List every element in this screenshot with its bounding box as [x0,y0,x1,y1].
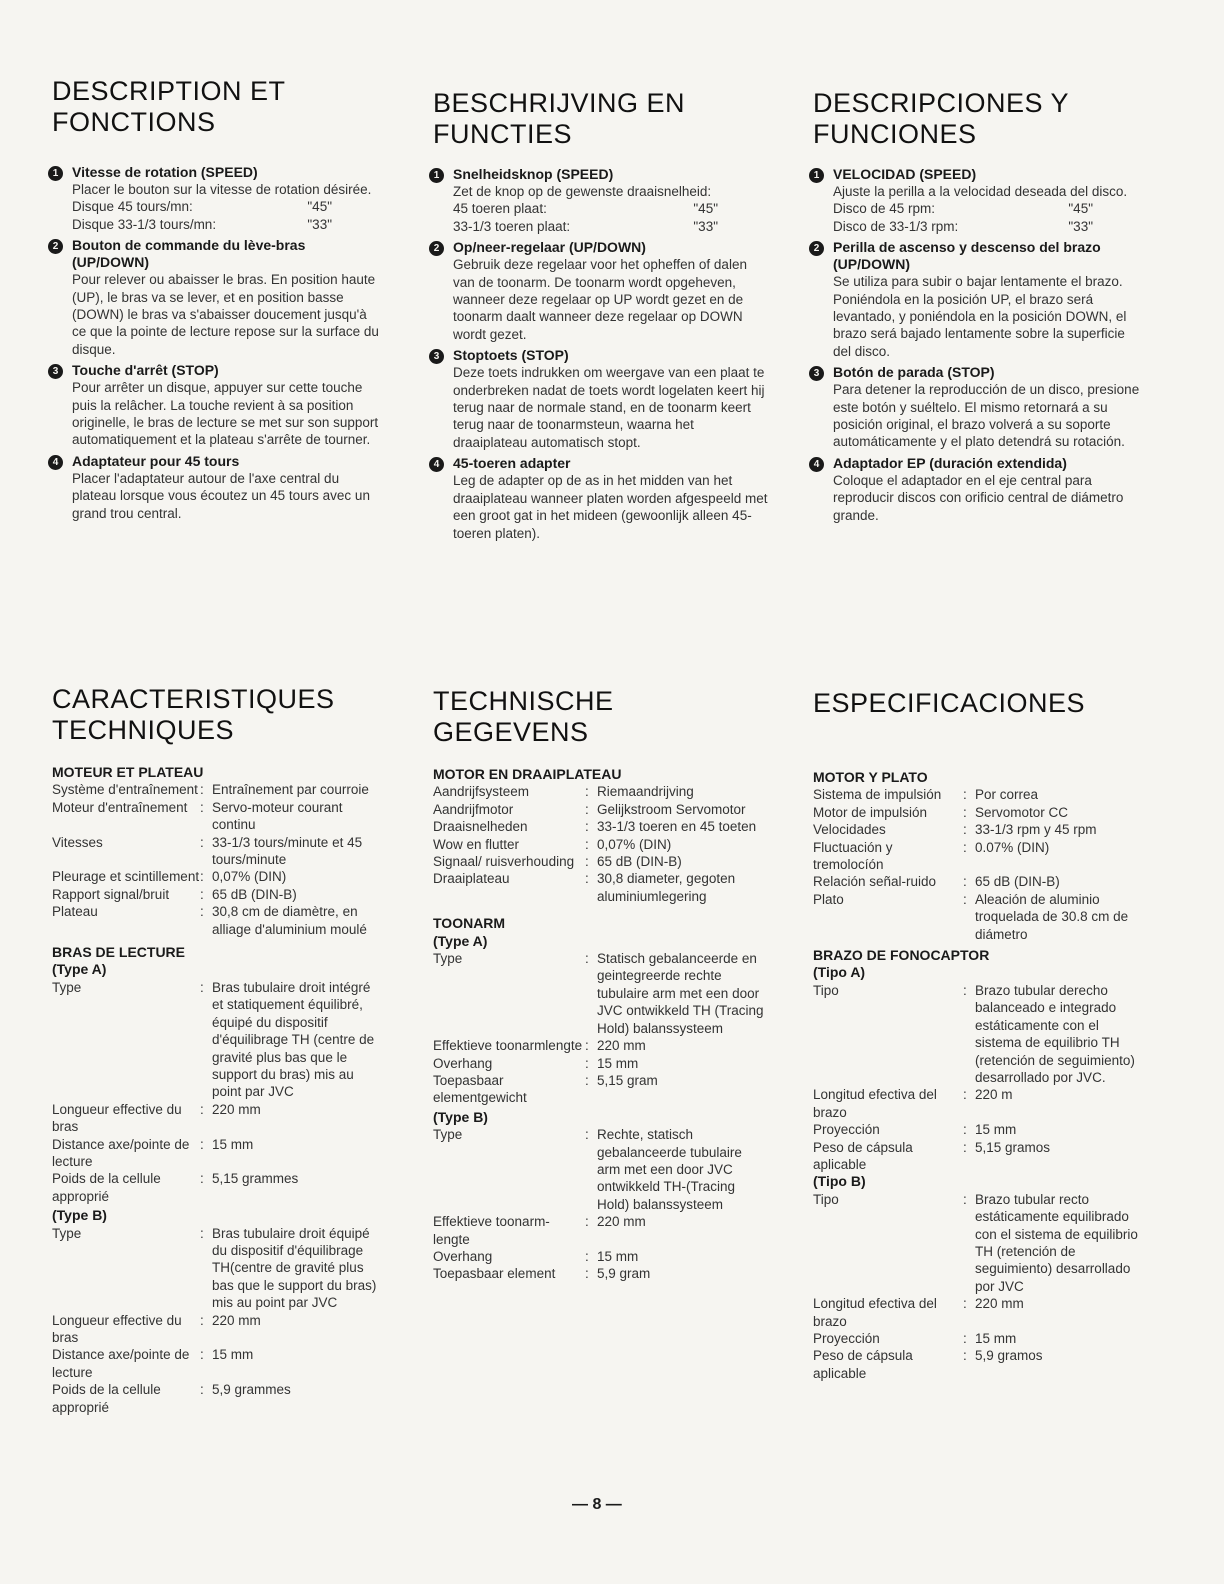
function-item: 4 Adaptador EP (duración extendida) Coloque el adaptador en el eje central para reproducir discos con orificio central de diámetro grande. [813,455,1143,524]
spec-row: Type : Rechte, statisch gebalanceerde tubulaire arm met een door JVC ontwikkeld TH-(Tracing Hold) balanssysteem [433,1127,742,1212]
function-item: 1 Vitesse de rotation (SPEED) Placer le bouton sur la vitesse de rotation désirée. Disque 45 tours/mn: "45" Disque 33-1/3 tours/mn: "33" [52,164,382,233]
number-4-icon: 4 [48,455,63,470]
function-item: 1 VELOCIDAD (SPEED) Ajuste la perilla a la velocidad deseada del disco. Disco de 45 rpm: "45" Disco de 33-1/3 rpm: "33" [813,166,1143,235]
spanish-description-section [813,88,1143,524]
spec-heading: (Tipo A) [813,964,866,981]
spec-heading: (Type A) [433,932,488,949]
spec-row: Rapport signal/bruit : 65 dB (DIN-B) [52,886,297,902]
spec-heading: (Type B) [433,1108,488,1125]
spec-row: Type : Bras tubulaire droit intégré et statiquement équilibré, équipé du dispositif d'équilibrage TH (centre de gravité plus bas que le support du bras) mis au point par JVC [52,979,375,1100]
spec-heading: (Type B) [52,1207,107,1224]
spec-row: Proyección : 15 mm [813,1122,1017,1138]
section-title: TECHNISCHE GEGEVENS [433,686,614,747]
number-3-icon: 3 [429,349,444,364]
spec-heading: BRAS DE LECTURE [52,944,186,961]
speed-setting-row: Disque 45 tours/mn: "45" [72,199,332,215]
function-item: 4 Adaptateur pour 45 tours Placer l'adaptateur autour de l'axe central du plateau lorsque vous écoutez un 45 tours avec un grand trou central. [52,453,382,522]
spec-heading: MOTEUR ET PLATEAU [52,764,204,780]
spec-row: Wow en flutter : 0,07% (DIN) [433,836,672,852]
spec-row: Draaiplateau : 30,8 diameter, gegoten aluminiumlegering [433,871,736,904]
spec-row: Poids de la cellule approprié : 5,15 grammes [52,1171,299,1204]
spec-row: Plato : Aleación de aluminio troquelada de 30.8 cm de diámetro [813,891,1129,942]
speed-setting-row: Disque 33-1/3 tours/mn: "33" [72,216,332,232]
dutch-spec-section [433,686,768,1283]
function-item: 3 Stoptoets (STOP) Deze toets indrukken om weergave van een plaat te onderbreken nadat de toets wordt logelaten keert hij terug naar de normale stand, en de toonarm keert terug naar de toonarmsteun, waarna het draaiplateau automatisch stopt. [433,347,768,451]
function-item: 2 Op/neer-regelaar (UP/DOWN) Gebruik deze regelaar voor het opheffen of dalen van de toonarm. De toonarm wordt opgeheven, wanneer deze regelaar op UP wordt gezet en de toonarm daalt wanneer deze regelaar op DOWN wordt gezet. [433,239,768,343]
number-1-icon: 1 [48,166,63,181]
spec-row: Longitud efectiva del brazo : 220 mm [813,1296,1024,1329]
number-1-icon: 1 [429,168,444,183]
number-1-icon: 1 [809,168,824,183]
number-3-icon: 3 [809,366,824,381]
spec-heading: MOTOR Y PLATO [813,769,928,785]
speed-setting-row: 33-1/3 toeren plaat: "33" [453,218,718,234]
spec-row: Tipo : Brazo tubular derecho balanceado e integrado estáticamente con el sistema de equilibrio TH (retención de seguimiento) desarrollado por JVC. [813,982,1135,1085]
spec-heading: MOTOR EN DRAAIPLATEAU [433,766,622,782]
spec-row: Overhang : 15 mm [433,1248,639,1264]
function-item: 3 Botón de parada (STOP) Para detener la reproducción de un disco, presione este botón y suéltelo. El mismo retornará a su posición original, el brazo volverá a su soporte automáticamente y el plato detendrá su rotación. [813,364,1143,451]
dutch-description-section [433,88,768,542]
spec-row: Overhang : 15 mm [433,1055,639,1071]
spec-row: Système d'entraînement : Entraînement par courroie [52,782,369,798]
section-title: DESCRIPTION ET FONCTIONS [52,76,286,137]
spanish-spec-section [813,688,1143,1382]
speed-setting-row: Disco de 33-1/3 rpm: "33" [833,218,1093,234]
spec-row: Poids de la cellule approprié : 5,9 grammes [52,1382,291,1415]
spec-row: Moteur d'entraînement : Servo-moteur courant continu [52,799,343,833]
spec-row: Distance axe/pointe de lecture : 15 mm [52,1136,254,1169]
spec-row: Toepasbaar element : 5,9 gram [433,1266,651,1282]
spec-row: Sistema de impulsión : Por correa [813,787,1039,803]
spec-row: Pleurage et scintillement : 0,07% (DIN) [52,869,287,885]
section-title: CARACTERISTIQUES TECHNIQUES [52,684,335,745]
number-2-icon: 2 [429,241,444,256]
number-4-icon: 4 [429,457,444,472]
section-title: BESCHRIJVING EN FUNCTIES [433,88,686,149]
spec-row: Longueur effective du bras : 220 mm [52,1101,261,1135]
spec-row: Aandrijfmotor : Gelijkstroom Servomotor [433,801,746,817]
spec-row: Vitesses : 33-1/3 tours/minute et 45 tours/minute [52,834,363,868]
speed-setting-row: Disco de 45 rpm: "45" [833,201,1093,217]
french-spec-section [52,684,382,1416]
spec-row: Type : Bras tubulaire droit équipé du dispositif d'équilibrage TH(centre de gravité plus bas que le support du bras) mis au point par JVC [52,1225,377,1311]
spec-heading: (Type A) [52,961,107,978]
spec-row: Velocidades : 33-1/3 rpm y 45 rpm [813,822,1097,838]
speed-setting-row: 45 toeren plaat: "45" [453,201,718,217]
page-number: — 8 — [572,1496,622,1513]
function-item: 1 Snelheidsknop (SPEED) Zet de knop op de gewenste draaisnelheid: 45 toeren plaat: "45" 33-1/3 toeren plaat: "33" [433,166,768,235]
number-2-icon: 2 [809,241,824,256]
french-description-section [52,76,382,522]
spec-row: Toepasbaar elementgewicht : 5,15 gram [433,1072,658,1106]
spec-row: Peso de cápsula aplicable : 5,15 gramos [813,1139,1051,1172]
spec-row: Draaisnelheden : 33-1/3 toeren en 45 toeten [433,819,757,835]
spec-row: Motor de impulsión : Servomotor CC [813,804,1069,820]
spec-row: Proyección : 15 mm [813,1331,1017,1346]
spec-row: Peso de cápsula aplicable : 5,9 gramos [813,1348,1043,1381]
function-item: 3 Touche d'arrêt (STOP) Pour arrêter un disque, appuyer sur cette touche puis la relâcher. La touche revient à sa position originelle, le bras de lecture se met sur son support automatiquement et la plateau s'arrête de tourner. [52,362,382,449]
number-2-icon: 2 [48,239,63,254]
spec-row: Tipo : Brazo tubular recto estáticamente equilibrado con el sistema de equilibrio TH (retención de seguimiento) desarrollado por JVC [813,1191,1138,1294]
spec-heading: TOONARM [433,915,506,932]
spec-row: Signaal/ ruisverhouding : 65 dB (DIN-B) [433,854,682,870]
section-title: ESPECIFICACIONES [813,688,1086,718]
function-item: 2 Bouton de commande du lève-bras (UP/DOWN) Pour relever ou abaisser le bras. En position haute (UP), le bras va se lever, et en position basse (DOWN) le bras va s'abaisser doucement jusqu'à ce que la pointe de lecture repose sur la surface du disque. [52,237,382,358]
spec-heading: BRAZO DE FONOCAPTOR [813,947,990,964]
spec-heading: (Tipo B) [813,1173,866,1190]
section-title: DESCRIPCIONES Y FUNCIONES [813,88,1070,149]
spec-row: Effektieve toonarm-lengte : 220 mm [433,1214,646,1247]
spec-row: Type : Statisch gebalanceerde en geintegreerde rechte tubulaire arm met een door JVC ontwikkeld TH (Tracing Hold) balanssysteem [433,951,764,1036]
function-item: 2 Perilla de ascenso y descenso del brazo (UP/DOWN) Se utiliza para subir o bajar lentamente el brazo. Poniéndola en la posición UP, el brazo será levantado, y poniéndola en la posición DOWN, el brazo será bajado lentamente sobre la superficie del disco. [813,239,1143,360]
spec-row: Distance axe/pointe de lecture : 15 mm [52,1347,254,1380]
spec-row: Relación señal-ruido : 65 dB (DIN-B) [813,874,1060,890]
spec-row: Aandrijfsysteem : Riemaandrijving [433,784,694,800]
spec-row: Fluctuación y tremolocíón : 0.07% (DIN) [813,839,1050,873]
spec-row: Plateau : 30,8 cm de diamètre, en alliage d'aluminium moulé [52,904,367,937]
function-item: 4 45-toeren adapter Leg de adapter op de as in het midden van het draaiplateau wanneer platen worden afgespeeld met een groot gat in het mideen (gewoonlijk alleen 45-toeren platen). [433,455,768,542]
number-3-icon: 3 [48,364,63,379]
number-4-icon: 4 [809,457,824,472]
spec-row: Longitud efectiva del brazo : 220 m [813,1087,1013,1120]
spec-row: Longueur effective du bras : 220 mm [52,1312,261,1345]
spec-row: Effektieve toonarmlengte : 220 mm [433,1038,646,1054]
